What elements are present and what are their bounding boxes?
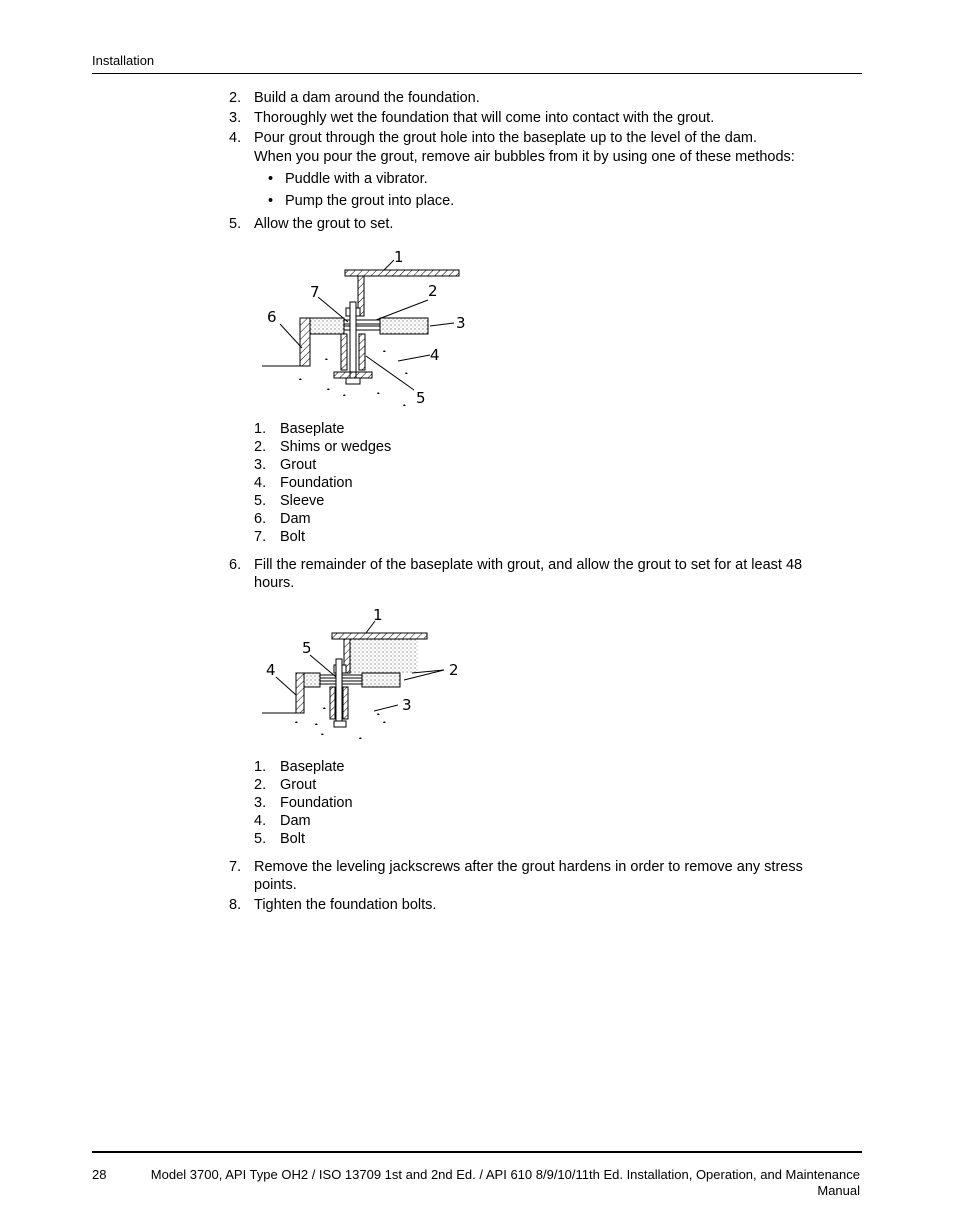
anchor-plate [334, 372, 372, 378]
grout-figure-1 [254, 244, 484, 414]
legend-number: 5. [254, 831, 267, 847]
legend-number: 3. [254, 457, 267, 473]
legend-number: 3. [254, 795, 267, 811]
step-text: Build a dam around the foundation. [254, 90, 480, 106]
grout-layer-left [310, 318, 344, 334]
step-text: Thoroughly wet the foundation that will come into contact with the grout. [254, 110, 715, 126]
legend-text: Dam [280, 813, 311, 829]
legend-text: Sleeve [280, 493, 325, 509]
callout-label: 3 [456, 314, 466, 332]
legend-text: Bolt [280, 831, 305, 847]
nut-bottom [346, 378, 360, 384]
legend-number: 1. [254, 759, 267, 775]
legend-number: 1. [254, 421, 267, 437]
bullet-text: Pump the grout into place. [285, 193, 455, 209]
sleeve-right [359, 334, 365, 370]
step-note-text: When you pour the grout, remove air bubbles from it by using one of these methods: [254, 149, 795, 165]
legend-number: 4. [254, 475, 267, 491]
legend-number: 4. [254, 813, 267, 829]
bullet-mark: • [268, 193, 274, 209]
legend-number: 5. [254, 493, 267, 509]
legend-text: Foundation [280, 475, 353, 491]
legend-text: Grout [280, 777, 317, 793]
shim [344, 326, 380, 330]
callout-label: 2 [449, 661, 459, 679]
page-number: 28 [92, 1167, 107, 1182]
legend-text: Dam [280, 511, 311, 527]
footer-rule [92, 1151, 862, 1153]
sleeve-right [343, 687, 348, 719]
bullet-mark: • [268, 171, 274, 187]
legend-text: Grout [280, 457, 317, 473]
step-number: 4. [229, 130, 242, 146]
sleeve-left [341, 334, 347, 370]
callout-label: 6 [267, 308, 277, 326]
legend-text: Bolt [280, 529, 305, 545]
baseplate-flange [345, 270, 459, 276]
legend-text: Shims or wedges [280, 439, 392, 455]
legend-text: Baseplate [280, 421, 345, 437]
legend-text: Baseplate [280, 759, 345, 775]
legend-number: 2. [254, 439, 267, 455]
callout-label: 5 [416, 389, 426, 407]
grout-layer-right [362, 673, 400, 687]
bullet-text: Puddle with a vibrator. [285, 171, 428, 187]
legend-number: 2. [254, 777, 267, 793]
step-text: Remove the leveling jackscrews after the grout hardens in order to remove any stress points. [254, 859, 803, 893]
callout-label: 5 [302, 639, 312, 657]
step-number: 8. [229, 897, 242, 913]
nut-bottom [334, 721, 346, 727]
bolt [350, 302, 356, 378]
callout-label: 3 [402, 696, 412, 714]
step-text: Allow the grout to set. [254, 216, 394, 232]
dam [296, 673, 304, 713]
legend-number: 6. [254, 511, 267, 527]
grout-layer-left [304, 673, 320, 687]
step-text: Tighten the foundation bolts. [254, 897, 437, 913]
dam [300, 318, 310, 366]
step-number: 6. [229, 557, 242, 573]
step-text: Fill the remainder of the baseplate with grout, and allow the grout to set for at least 48 hours. [254, 557, 803, 591]
running-header: Installation [92, 53, 155, 68]
callout-label: 4 [430, 346, 440, 364]
header-rule [92, 73, 862, 74]
grout-figure-2 [254, 603, 474, 745]
step-number: 3. [229, 110, 242, 126]
legend-text: Foundation [280, 795, 353, 811]
step-text: Pour grout through the grout hole into the baseplate up to the level of the dam. [254, 130, 758, 146]
step-number: 2. [229, 90, 242, 106]
grout-fill-upper [350, 639, 418, 673]
step-number: 5. [229, 216, 242, 232]
shim [344, 320, 380, 324]
grout-layer-right [380, 318, 428, 334]
callout-label: 1 [394, 248, 404, 266]
sleeve-left [330, 687, 335, 719]
callout-label: 7 [310, 283, 320, 301]
step-number: 7. [229, 859, 242, 875]
legend-number: 7. [254, 529, 267, 545]
callout-label: 1 [373, 606, 383, 624]
callout-label: 4 [266, 661, 276, 679]
callout-label: 2 [428, 282, 438, 300]
manual-title: Model 3700, API Type OH2 / ISO 13709 1st and 2nd Ed. / API 610 8/9/10/11th Ed. Installation, Operation, and Maintenance Manual [150, 1167, 860, 1198]
baseplate-flange [332, 633, 427, 639]
bolt [336, 659, 342, 723]
